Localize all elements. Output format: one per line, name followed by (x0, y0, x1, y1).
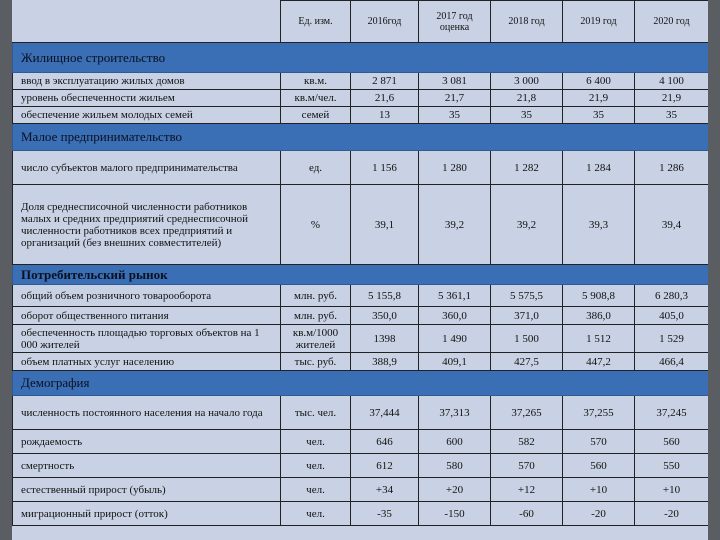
row-name: смертность (13, 454, 281, 478)
cell-2020: 1 286 (635, 151, 709, 185)
cell-2020: 4 100 (635, 73, 709, 90)
table-row (13, 90, 709, 107)
row-unit: млн. руб. (281, 307, 351, 325)
header-blank (13, 1, 281, 43)
cell-2020: +10 (635, 478, 709, 502)
section-title: Жилищное строительство (13, 43, 709, 73)
header-year-2018: 2018 год (491, 1, 563, 43)
section-title: Малое предпринимательство (13, 124, 709, 151)
cell-2018: 3 000 (491, 73, 563, 90)
table-row (13, 107, 709, 124)
table-row (13, 502, 709, 526)
cell-2020: 21,9 (635, 90, 709, 107)
cell-2018: 21,8 (491, 90, 563, 107)
cell-2020: 39,4 (635, 185, 709, 265)
row-name: естественный прирост (убыль) (13, 478, 281, 502)
cell-2016: 350,0 (351, 307, 419, 325)
section-consumer-market (13, 265, 709, 285)
row-name: общий объем розничного товарооборота (13, 285, 281, 307)
table-row (13, 325, 709, 353)
table-row (13, 73, 709, 90)
cell-2019: 1 284 (563, 151, 635, 185)
row-name: объем платных услуг населению (13, 353, 281, 371)
cell-2016: -35 (351, 502, 419, 526)
table-row (13, 151, 709, 185)
cell-2017: 1 280 (419, 151, 491, 185)
cell-2020: 550 (635, 454, 709, 478)
row-unit: чел. (281, 502, 351, 526)
frame-right (708, 0, 720, 540)
row-name: миграционный прирост (отток) (13, 502, 281, 526)
cell-2018: +12 (491, 478, 563, 502)
cell-2020: 1 529 (635, 325, 709, 353)
cell-2016: 21,6 (351, 90, 419, 107)
cell-2017: 35 (419, 107, 491, 124)
header-year-2017: 2017 год оценка (419, 1, 491, 43)
cell-2017: 21,7 (419, 90, 491, 107)
cell-2017: 39,2 (419, 185, 491, 265)
cell-2016: 2 871 (351, 73, 419, 90)
row-unit: тыс. чел. (281, 396, 351, 430)
table-row (13, 454, 709, 478)
cell-2016: 13 (351, 107, 419, 124)
row-name: оборот общественного питания (13, 307, 281, 325)
cell-2019: 570 (563, 430, 635, 454)
table-row (13, 396, 709, 430)
cell-2017: 3 081 (419, 73, 491, 90)
row-unit: чел. (281, 454, 351, 478)
cell-2020: 6 280,3 (635, 285, 709, 307)
header-year-2016: 2016год (351, 1, 419, 43)
cell-2017: 580 (419, 454, 491, 478)
table-row (13, 430, 709, 454)
cell-2017: +20 (419, 478, 491, 502)
row-unit: семей (281, 107, 351, 124)
table-row (13, 478, 709, 502)
cell-2019: 21,9 (563, 90, 635, 107)
indicators-table (12, 0, 709, 526)
header-row (13, 1, 709, 43)
cell-2018: 1 500 (491, 325, 563, 353)
row-unit: ед. (281, 151, 351, 185)
row-name: обеспечение жильем молодых семей (13, 107, 281, 124)
cell-2020: 560 (635, 430, 709, 454)
cell-2019: 1 512 (563, 325, 635, 353)
row-name: ввод в эксплуатацию жилых домов (13, 73, 281, 90)
cell-2020: -20 (635, 502, 709, 526)
row-unit: кв.м/1000 жителей (281, 325, 351, 353)
cell-2019: 37,255 (563, 396, 635, 430)
cell-2018: 35 (491, 107, 563, 124)
cell-2017: 600 (419, 430, 491, 454)
row-unit: тыс. руб. (281, 353, 351, 371)
cell-2016: 388,9 (351, 353, 419, 371)
cell-2019: 447,2 (563, 353, 635, 371)
cell-2020: 466,4 (635, 353, 709, 371)
row-unit: млн. руб. (281, 285, 351, 307)
frame-left (0, 0, 12, 540)
header-year-2020: 2020 год (635, 1, 709, 43)
cell-2019: 5 908,8 (563, 285, 635, 307)
cell-2019: 35 (563, 107, 635, 124)
section-small-business (13, 124, 709, 151)
row-name: численность постоянного населения на начало года (13, 396, 281, 430)
section-demography (13, 371, 709, 396)
row-name: обеспеченность площадью торговых объектов на 1 000 жителей (13, 325, 281, 353)
table-row (13, 285, 709, 307)
row-name: рождаемость (13, 430, 281, 454)
cell-2017: 5 361,1 (419, 285, 491, 307)
header-year-2019: 2019 год (563, 1, 635, 43)
row-name: уровень обеспеченности жильем (13, 90, 281, 107)
section-title: Демография (13, 371, 709, 396)
row-unit: % (281, 185, 351, 265)
cell-2018: 570 (491, 454, 563, 478)
cell-2019: +10 (563, 478, 635, 502)
cell-2018: 37,265 (491, 396, 563, 430)
cell-2016: 646 (351, 430, 419, 454)
section-housing (13, 43, 709, 73)
cell-2018: 371,0 (491, 307, 563, 325)
section-title: Потребительский рынок (13, 265, 709, 285)
cell-2017: 37,313 (419, 396, 491, 430)
cell-2019: 386,0 (563, 307, 635, 325)
cell-2017: 360,0 (419, 307, 491, 325)
cell-2018: 39,2 (491, 185, 563, 265)
table-row (13, 185, 709, 265)
cell-2018: 582 (491, 430, 563, 454)
cell-2020: 35 (635, 107, 709, 124)
cell-2019: 6 400 (563, 73, 635, 90)
cell-2016: +34 (351, 478, 419, 502)
cell-2018: 427,5 (491, 353, 563, 371)
cell-2016: 39,1 (351, 185, 419, 265)
cell-2017: -150 (419, 502, 491, 526)
cell-2018: 5 575,5 (491, 285, 563, 307)
cell-2019: 560 (563, 454, 635, 478)
row-unit: чел. (281, 478, 351, 502)
row-unit: кв.м. (281, 73, 351, 90)
cell-2016: 612 (351, 454, 419, 478)
row-unit: кв.м/чел. (281, 90, 351, 107)
cell-2020: 37,245 (635, 396, 709, 430)
table-sheet (12, 0, 708, 540)
cell-2016: 1398 (351, 325, 419, 353)
table-row (13, 307, 709, 325)
cell-2019: -20 (563, 502, 635, 526)
cell-2016: 37,444 (351, 396, 419, 430)
cell-2016: 5 155,8 (351, 285, 419, 307)
row-name: Доля среднесписочной численности работников малых и средних предприятий среднесписочной численности работников всех предприятий и организаций (без внешних совместителей) (13, 185, 281, 265)
row-unit: чел. (281, 430, 351, 454)
cell-2016: 1 156 (351, 151, 419, 185)
cell-2020: 405,0 (635, 307, 709, 325)
table-row (13, 353, 709, 371)
cell-2018: 1 282 (491, 151, 563, 185)
header-unit: Ед. изм. (281, 1, 351, 43)
cell-2018: -60 (491, 502, 563, 526)
cell-2017: 409,1 (419, 353, 491, 371)
cell-2017: 1 490 (419, 325, 491, 353)
row-name: число субъектов малого предпринимательства (13, 151, 281, 185)
cell-2019: 39,3 (563, 185, 635, 265)
